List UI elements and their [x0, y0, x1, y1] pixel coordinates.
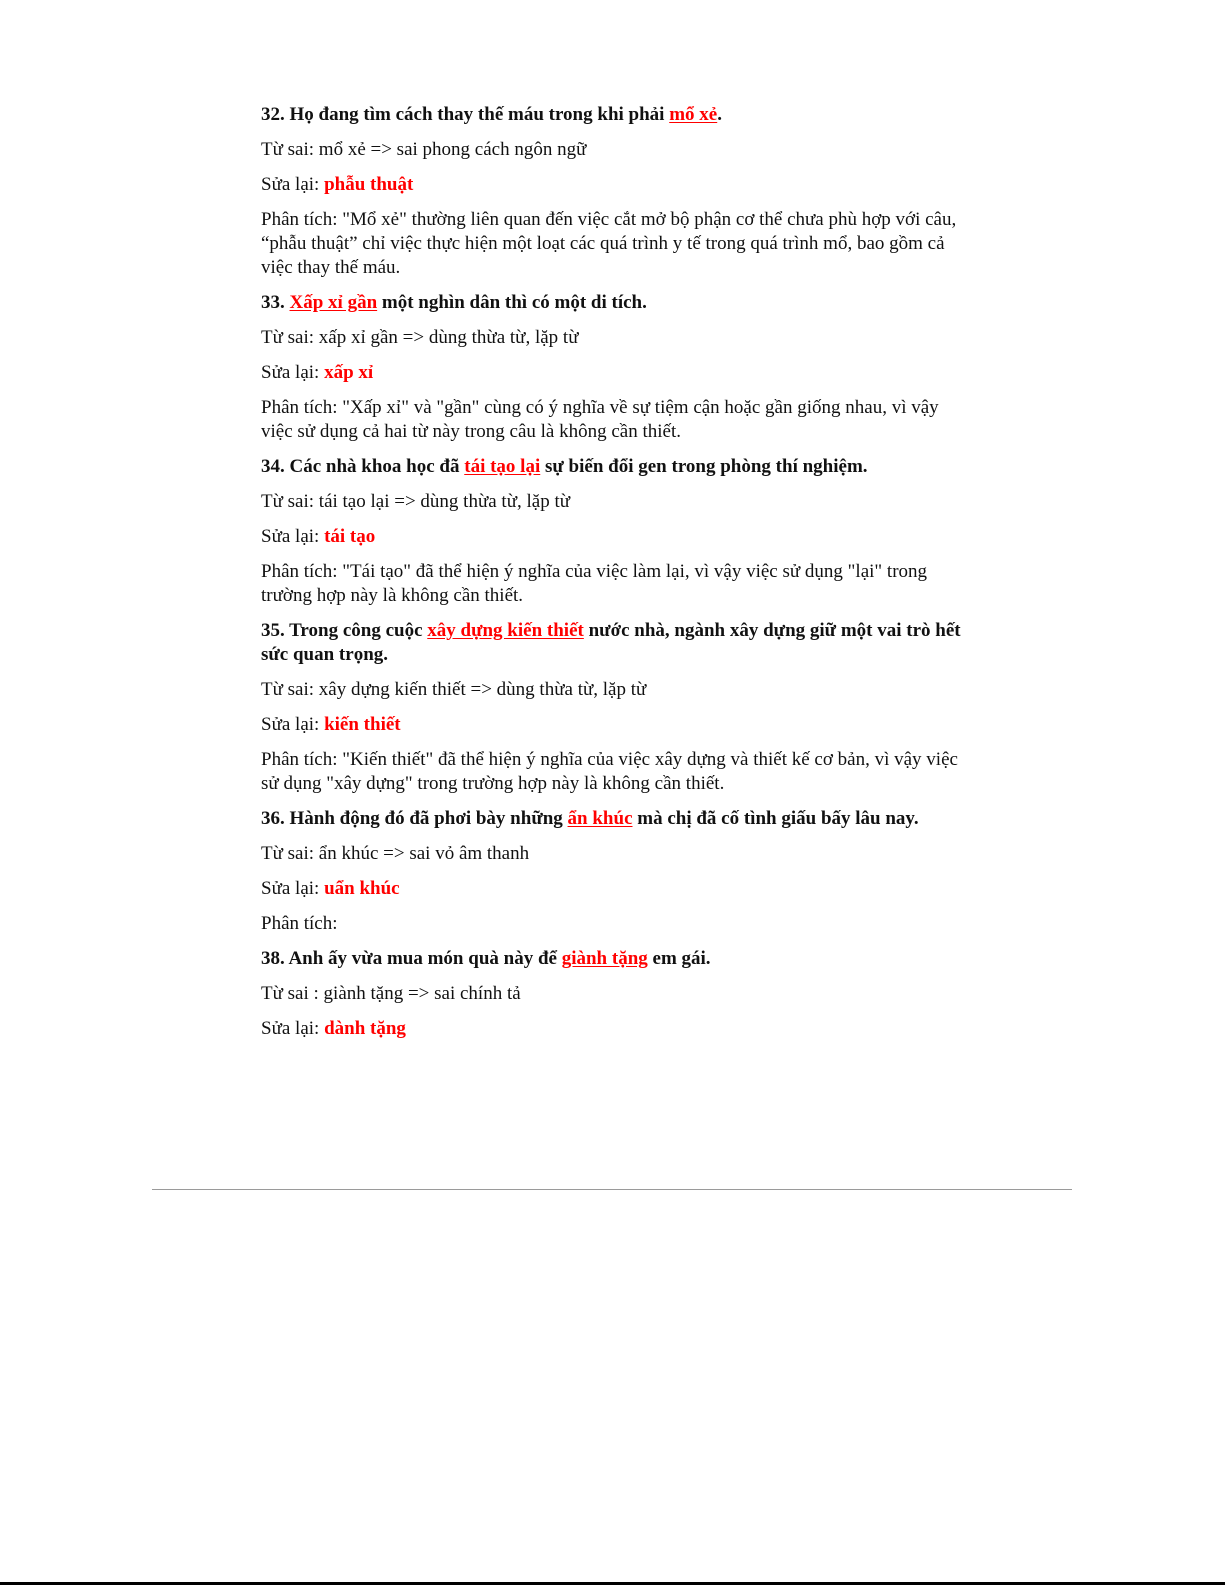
question-text: nước nhà, ngành xây dựng giữ một vai trò hết sức quan trọng. — [261, 620, 961, 665]
error-phrase: tái tạo lại — [464, 456, 541, 477]
correction-line — [261, 525, 961, 549]
correction-word: phẫu thuật — [324, 174, 414, 195]
question-text: 36. Hành động đó đã phơi bày những — [261, 808, 568, 829]
wrong-word-line: Từ sai: xấp xỉ gần => dùng thừa từ, lặp từ — [261, 327, 579, 348]
wrong-word-line: Từ sai: mổ xẻ => sai phong cách ngôn ngữ — [261, 139, 587, 160]
question-sentence — [261, 291, 961, 315]
entry-38 — [261, 947, 961, 1041]
question-text: 35. Trong công cuộc — [261, 620, 428, 641]
question-text: . — [717, 104, 722, 125]
wrong-word-line: Từ sai: ẩn khúc => sai vỏ âm thanh — [261, 843, 530, 864]
correction-word: tái tạo — [324, 526, 376, 547]
entry-34 — [261, 455, 961, 608]
error-phrase: mổ xẻ — [669, 104, 718, 125]
entry-35 — [261, 619, 961, 796]
question-sentence — [261, 455, 961, 479]
question-text: 34. Các nhà khoa học đã — [261, 456, 465, 477]
correction-label: Sửa lại: — [261, 878, 325, 899]
error-phrase: ẩn khúc — [567, 808, 633, 829]
error-phrase: giành tặng — [561, 948, 648, 969]
page-divider — [152, 1189, 1072, 1190]
question-sentence — [261, 619, 961, 667]
question-text: em gái. — [647, 948, 711, 969]
correction-word: dành tặng — [324, 1018, 406, 1039]
question-sentence — [261, 947, 961, 971]
correction-line — [261, 173, 961, 197]
question-text: một nghìn dân thì có một di tích. — [377, 292, 647, 313]
question-text: 33. — [261, 292, 290, 313]
analysis-paragraph: Phân tích: — [261, 913, 338, 934]
analysis-paragraph: Phân tích: "Kiến thiết" đã thể hiện ý nghĩa của việc xây dựng và thiết kế cơ bản, vì vậy việc sử dụng "xây dựng" trong trường hợp này là không cần thiết. — [261, 749, 958, 794]
question-text: 32. Họ đang tìm cách thay thế máu trong khi phải — [261, 104, 670, 125]
error-phrase: xây dựng kiến thiết — [427, 620, 584, 641]
correction-label: Sửa lại: — [261, 174, 325, 195]
analysis-paragraph: Phân tích: "Mổ xẻ" thường liên quan đến việc cắt mở bộ phận cơ thể chưa phù hợp với câu, “phẫu thuật” chỉ việc thực hiện một loạt các quá trình y tế trong quá trình mổ, bao gồm cả việc thay thế máu. — [261, 209, 957, 278]
question-text: mà chị đã cố tình giấu bấy lâu nay. — [632, 808, 919, 829]
wrong-word-line: Từ sai : giành tặng => sai chính tả — [261, 983, 521, 1004]
correction-word: xấp xỉ — [324, 362, 374, 383]
wrong-word-line: Từ sai: xây dựng kiến thiết => dùng thừa từ, lặp từ — [261, 679, 647, 700]
entry-32 — [261, 103, 961, 280]
wrong-word-line: Từ sai: tái tạo lại => dùng thừa từ, lặp từ — [261, 491, 571, 512]
correction-line — [261, 877, 961, 901]
correction-word: uẩn khúc — [324, 878, 400, 899]
correction-word: kiến thiết — [324, 714, 401, 735]
analysis-paragraph: Phân tích: "Tái tạo" đã thể hiện ý nghĩa của việc làm lại, vì vậy việc sử dụng "lại" trong trường hợp này là không cần thiết. — [261, 561, 928, 606]
correction-line — [261, 713, 961, 737]
entry-36 — [261, 807, 961, 936]
question-sentence — [261, 103, 961, 127]
error-phrase: Xấp xỉ gần — [289, 292, 378, 313]
question-text: sự biến đổi gen trong phòng thí nghiệm. — [540, 456, 868, 477]
correction-label: Sửa lại: — [261, 1018, 325, 1039]
analysis-paragraph: Phân tích: "Xấp xỉ" và "gần" cùng có ý nghĩa về sự tiệm cận hoặc gần giống nhau, vì vậy việc sử dụng cả hai từ này trong câu là không cần thiết. — [261, 397, 939, 442]
question-text: 38. Anh ấy vừa mua món quà này để — [261, 948, 562, 969]
document-body — [261, 103, 961, 1052]
question-sentence — [261, 807, 961, 831]
correction-label: Sửa lại: — [261, 714, 325, 735]
correction-label: Sửa lại: — [261, 362, 325, 383]
correction-line — [261, 1017, 961, 1041]
entry-33 — [261, 291, 961, 444]
correction-label: Sửa lại: — [261, 526, 325, 547]
correction-line — [261, 361, 961, 385]
